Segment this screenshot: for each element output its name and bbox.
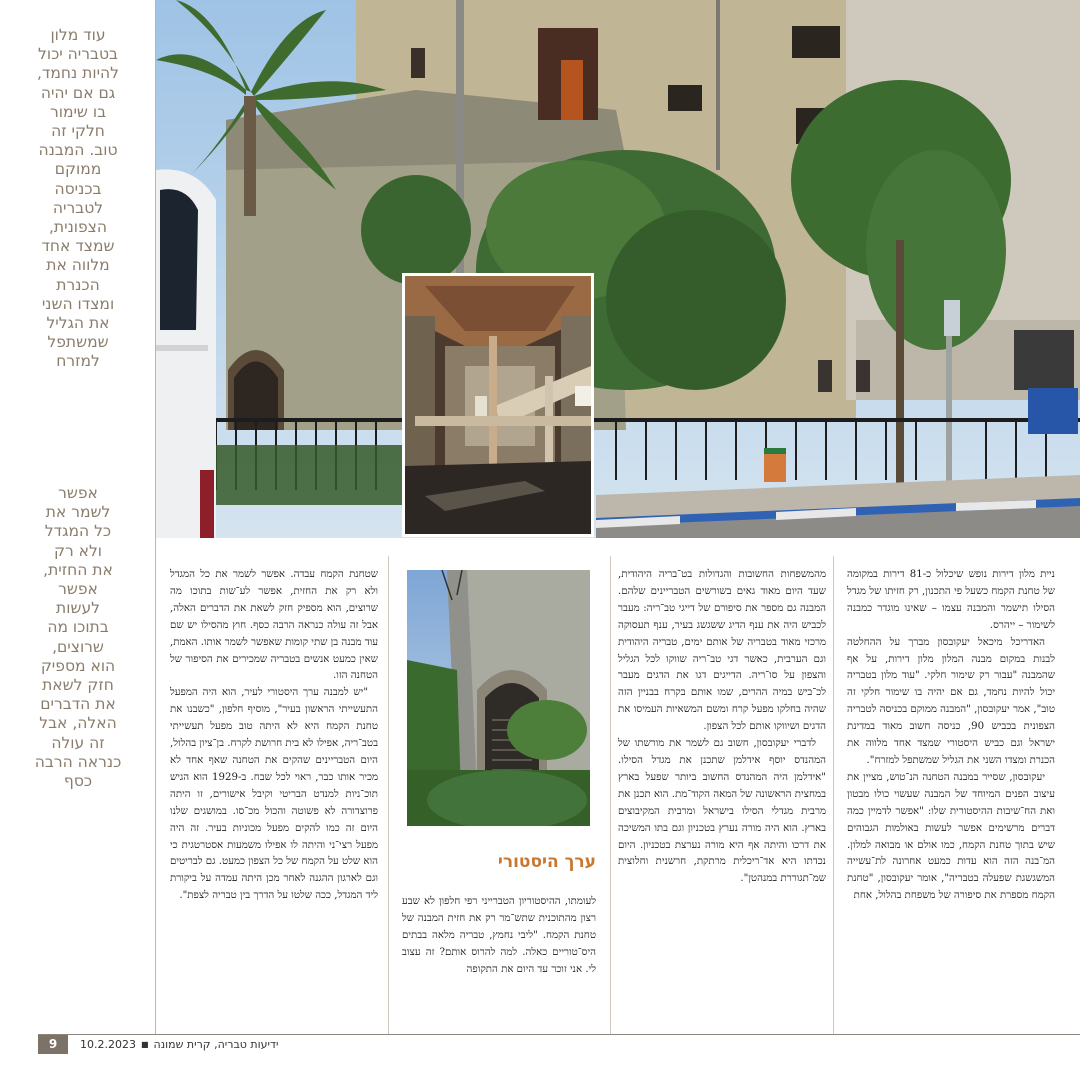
col4-paragraph-1: שטחנת הקמח עבדה. אפשר לשמר את כל המגדל ולא רק את החזית, אפשר לע־שות בתוכו מה שרוצים, הוא מספיק חזק לשאת את הדברים האלה, אבל זה עולה כנראה הרבה כסף. חוץ מהסילו יש שם עוד מבנה בן שתי קומות שאפשר לשמר אותו. האמת, שאין כמעט אנשים בטבריה שמכירים את הסיפור של הטחנה הזו. [170, 569, 378, 682]
col3-paragraph-1: לעומתו, ההיסטוריון הטברייני רפי חלפון לא שבע רצון מהתוכנית שתש־מר רק את חזית המבנה של טחנת הקמח. "ליבי נחמץ, טבריה מלאה בבתים היס־טוריים כאלה. למה להרוס אותם? זה עצוב לי. אני זוכר עד היום את התקופה [402, 896, 596, 975]
inset-photo-interior [402, 273, 594, 537]
col1-paragraph-2: האדריכל מיכאל יעקובסון מברך על ההחלטה לבנות במקום מבנה המלון מלון דירות, על אף שהמבנה "עבור רק שימור חלקי. "עוד מלון בטבריה יכול להיות נחמד, גם אם יהיה בו שימור חלקי זה טוב", אמר יעקובסון, "המבנה ממוקם בכניסה לטבריה הצפונית בכביש 90, כניסה חשוב מאוד במדינת ישראל וגם כביש היסטורי שמצד אחד מלווה את הכנרת ומצדו השני את הגליל שמשתפל למזרח". [847, 636, 1055, 766]
footer-date: 10.2.2023 [80, 1038, 136, 1051]
page-number: 9 [38, 1035, 68, 1054]
column-separator [833, 556, 834, 1034]
col4-paragraph-2: "יש למבנה ערך היסטורי לעיר, הוא היה המפעל התעשייתי הראשון בעיר", מוסיף חלפון, "כשבנו את טחנת הקמח היא לא היתה טוב מפעל תעשייתי בטב־ריה, אפילו לא בית חרושת לקרח. בן־ציון בהלול, היום הטבריינים שהקים את הטחנה שאף אחד לא מכיר אותו כבר, ראוי לכל שבח. ב-1929 הוא הגיש תוכ־ניות למנדט הבריטי וקיבל אישורים, זו היתה פרוצדורה לא פשוטה והכול מכ־סו. במושגים שלנו היום זה כמו להקים מפעל מכוניות בעיר. זה היה מפעל רצי־ני והיתה לו אפילו משמעות אסטרטגית כי הוא שלט על הקמח של כל הצפון כמעט. גם לבריטים וגם לארגון ההגנה לאחר מכן היתה עמדה על ביקורת ליד המגדל, ככה שלטו על הדרך בין טבריה לצפת". [170, 687, 378, 902]
article-column-2 [618, 567, 826, 888]
photo-arched-doorway [407, 570, 590, 826]
col1-paragraph-1: ניית מלון דירות נופש שיכלול כ-81 דירות במקומה של טחנת הקמח כשעל פי התכנון, רק חזיתו של מגדל הסילו תישמר והמבנה עצמו – שאינו מוגדר כמבנה לשימור – ייהרס. [847, 569, 1055, 631]
footer-bullet: ■ [140, 1040, 149, 1049]
col1-paragraph-3: יעקובסון, שסייר במבנה הטחנה הנ־טוש, מציין את עיצוב הפנים המיוחד של המבנה שעשוי כולו מבטון ואת הח־שיבות ההיסטורית שלו: "אפשר לדמיין כמה דברים מרשימים אפשר לעשות באולמות הגבוהים שיש בתוך טחנת הקמח, כמו אולם או מבואה למלון. המ־בנה הזה הוא עדות כמעט אחרונה לת־עשייה המשגשגת שפעלה בטבריה", אומר יעקובסון, "טחנת הקמח מספרת את סיפורה של משפחת בהלול, אחת [847, 771, 1055, 902]
col2-paragraph-1: מהמשפחות החשובות והגדולות בט־בריה היהודית, שעד היום מאוד גאים בשורשים הטבריינים שלהם. המבנה גם מספר את סיפורם של דייגי טב־ריה: מעבר לכביש היה את ענף הדיג ששגשג בעיר, ענף תעסוקה מרכזי מאוד בטבריה של אותם ימים, טבריה היהודית וגם הערבית, כאשר דגי טב־ריה שווקו לכל הגליל והצפון על סו־ריה. הדייגים דגו את הדגים מעבר לכ־ביש במיה ההרים, שמו אותם בקרח בבניין הזה שהיה בחלקו מפעל קרח ומשם המשאיות העמיסו את הדגים ושיווקו אותם לכל הצפון. [618, 569, 826, 733]
col2-paragraph-2: לדברי יעקובסון, חשוב גם לשמר את מורשתו של המהנדס יוסף אידלמן שתכנן את מגדל הסילו. "אידלמן היה המהנדס החשוב ביותר שפעל בארץ במחצית הראשונה של המאה הקוד־מת. הוא תכנן את מרבית מגדלי הסילו בישראל ומרבית המקיבוצים בארץ. הוא היה מורה נערץ בטכניון וגם בתו המשיכה את דרכו והיתה אף היא מורה נערצת בטכניון. היום נכדתו היא אד־ריכלית מרתקת, חרשנית וחלוצית שמ־תגוררת במנהטן". [618, 738, 826, 885]
pull-quote-bottom: אפשר לשמר את כל המגדל ולא רק את החזית, אפשר לעשות בתוכו מה שרוצים, הוא מספיק חזק לשאת את הדברים האלה, אבל זה עולה כנראה הרבה כסף [34, 484, 122, 791]
footer-rule [38, 1034, 1080, 1035]
footer-publication: ידיעות טבריה, קרית שמונה [153, 1038, 279, 1051]
footer-info [80, 1038, 278, 1051]
hero-photo-flour-mill [156, 0, 1080, 538]
article-column-1 [847, 567, 1055, 905]
pull-quote-top: עוד מלון בטבריה יכול להיות נחמד, גם אם יהיה בו שימור חלקי זה טוב. המבנה ממוקם בכניסה לטבריה הצפונית, שמצד אחד מלווה את הכנרת ומצדו השני את הגליל שמשתפל למזרח [37, 26, 119, 371]
article-column-4 [170, 567, 378, 905]
section-subheading: ערך היסטורי [497, 852, 596, 872]
column-separator [610, 556, 611, 1034]
column-separator [388, 556, 389, 1034]
article-column-3 [402, 894, 596, 979]
